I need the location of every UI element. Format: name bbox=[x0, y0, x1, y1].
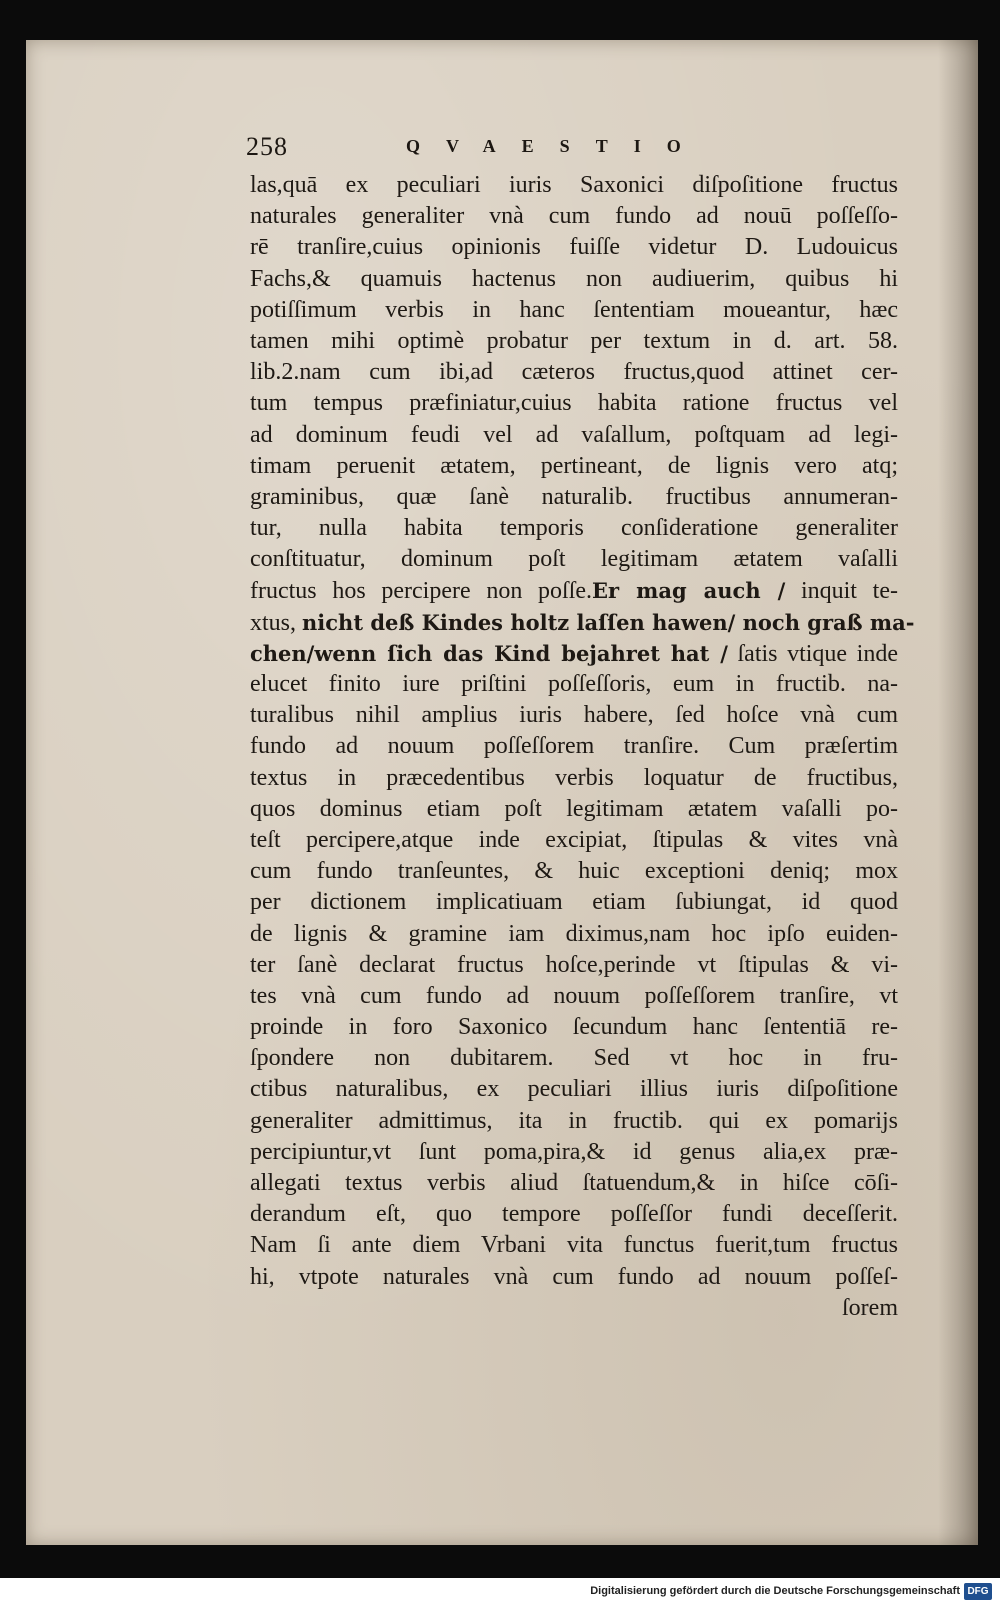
text-line: hi, vtpote naturales vnà cum fundo ad nouum poſſeſ- bbox=[250, 1263, 898, 1290]
text-line: tur, nulla habita temporis conſideratione generaliter bbox=[250, 515, 898, 542]
text-line: tamen mihi optimè probatur per textum in d. art. 58. bbox=[250, 327, 898, 354]
latin-segment: inquit te- bbox=[785, 578, 898, 605]
text-line-mixed bbox=[250, 575, 898, 606]
text-line: Nam ſi ante diem Vrbani vita functus fuerit,tum fructus bbox=[250, 1232, 898, 1259]
body-text bbox=[250, 170, 915, 1324]
text-line: tum tempus præfiniatur,cuius habita ratione fructus vel bbox=[250, 390, 898, 417]
text-line: percipiuntur,vt ſunt poma,pira,& id genus alia,ex præ- bbox=[250, 1138, 898, 1165]
text-line: allegati textus verbis aliud ſtatuendum,& in hiſce cōſi- bbox=[250, 1170, 898, 1196]
text-line: tes vnà cum fundo ad nouum poſſeſſorem tranſire, vt bbox=[250, 982, 898, 1009]
text-line: potiſſimum verbis in hanc ſententiam moueantur, hæc bbox=[250, 296, 898, 323]
text-line: generaliter admittimus, ita in fructib. qui ex pomarijs bbox=[250, 1107, 898, 1134]
text-line: ad dominum feudi vel ad vaſallum, poſtquam ad legi- bbox=[250, 421, 898, 448]
text-line: proinde in foro Saxonico ſecundum hanc ſententiā re- bbox=[250, 1014, 898, 1041]
funding-credit: Digitalisierung gefördert durch die Deutsche Forschungsgemeinschaft bbox=[590, 1585, 960, 1597]
text-line: ſpondere non dubitarem. Sed vt hoc in fru- bbox=[250, 1045, 898, 1072]
text-line: textus in præcedentibus verbis loquatur de fructibus, bbox=[250, 764, 898, 791]
latin-segment: fructus hos percipere non poſſe. bbox=[250, 578, 593, 605]
gutter-shadow bbox=[938, 40, 978, 1545]
text-line: graminibus, quæ ſanè naturalib. fructibus annumeran- bbox=[250, 483, 898, 510]
fraktur-segment: nicht deß Kindes holtz laſſen hawen/ noch graß ma- bbox=[302, 609, 915, 635]
text-line: ctibus naturalibus, ex peculiari illius iuris diſpoſitione bbox=[250, 1076, 898, 1103]
text-line: teſt percipere,atque inde excipiat, ſtipulas & vites vnà bbox=[250, 826, 898, 853]
footer-bar bbox=[0, 1578, 1000, 1607]
text-line: quos dominus etiam poſt legitimam ætatem vaſalli po- bbox=[250, 795, 898, 822]
text-line: conſtituatur, dominum poſt legitimam ætatem vaſalli bbox=[250, 546, 898, 573]
fraktur-segment: Er mag auch / bbox=[592, 578, 786, 604]
latin-segment: xtus, bbox=[250, 609, 297, 636]
fraktur-segment: chen/wenn ſich das Kind bejahret hat / bbox=[250, 640, 728, 666]
page-number: 258 bbox=[246, 132, 288, 161]
dfg-logo-icon: DFG bbox=[964, 1583, 992, 1600]
text-line: ter ſanè declarat fructus hoſce,perinde vt ſtipulas & vi- bbox=[250, 951, 898, 978]
text-line: Fachs,& quamuis hactenus non audiuerim, quibus hi bbox=[250, 265, 898, 292]
running-head bbox=[246, 132, 766, 166]
running-title: QVAESTIO bbox=[406, 136, 707, 156]
text-line: naturales generaliter vnà cum fundo ad nouū poſſeſſo- bbox=[250, 203, 898, 230]
text-line: rē tranſire,cuius opinionis fuiſſe videtur D. Ludouicus bbox=[250, 234, 898, 261]
text-line: turalibus nihil amplius iuris habere, ſed hoſce vnà cum bbox=[250, 702, 898, 729]
text-line: elucet finito iure priſtini poſſeſſoris, eum in fructib. na- bbox=[250, 671, 898, 697]
text-line: cum fundo tranſeuntes, & huic exceptioni deniq; mox bbox=[250, 858, 898, 885]
text-line-mixed bbox=[250, 607, 915, 638]
text-line: fundo ad nouum poſſeſſorem tranſire. Cum præſertim bbox=[250, 733, 898, 760]
text-line: las,quā ex peculiari iuris Saxonici diſpoſitione fructus bbox=[250, 172, 898, 198]
text-line-mixed bbox=[250, 638, 898, 669]
catchword: ſorem bbox=[842, 1294, 898, 1321]
text-line: per dictionem implicatiuam etiam ſubiungat, id quod bbox=[250, 889, 898, 916]
text-line: lib.2.nam cum ibi,ad cæteros fructus,quod attinet cer- bbox=[250, 359, 898, 386]
text-line: de lignis & gramine iam diximus,nam hoc ipſo euiden- bbox=[250, 920, 898, 947]
latin-segment: ſatis vtique inde bbox=[727, 640, 898, 667]
text-line: timam peruenit ætatem, pertineant, de lignis vero atq; bbox=[250, 452, 898, 479]
text-line: derandum eſt, quo tempore poſſeſſor fundi deceſſerit. bbox=[250, 1201, 898, 1228]
